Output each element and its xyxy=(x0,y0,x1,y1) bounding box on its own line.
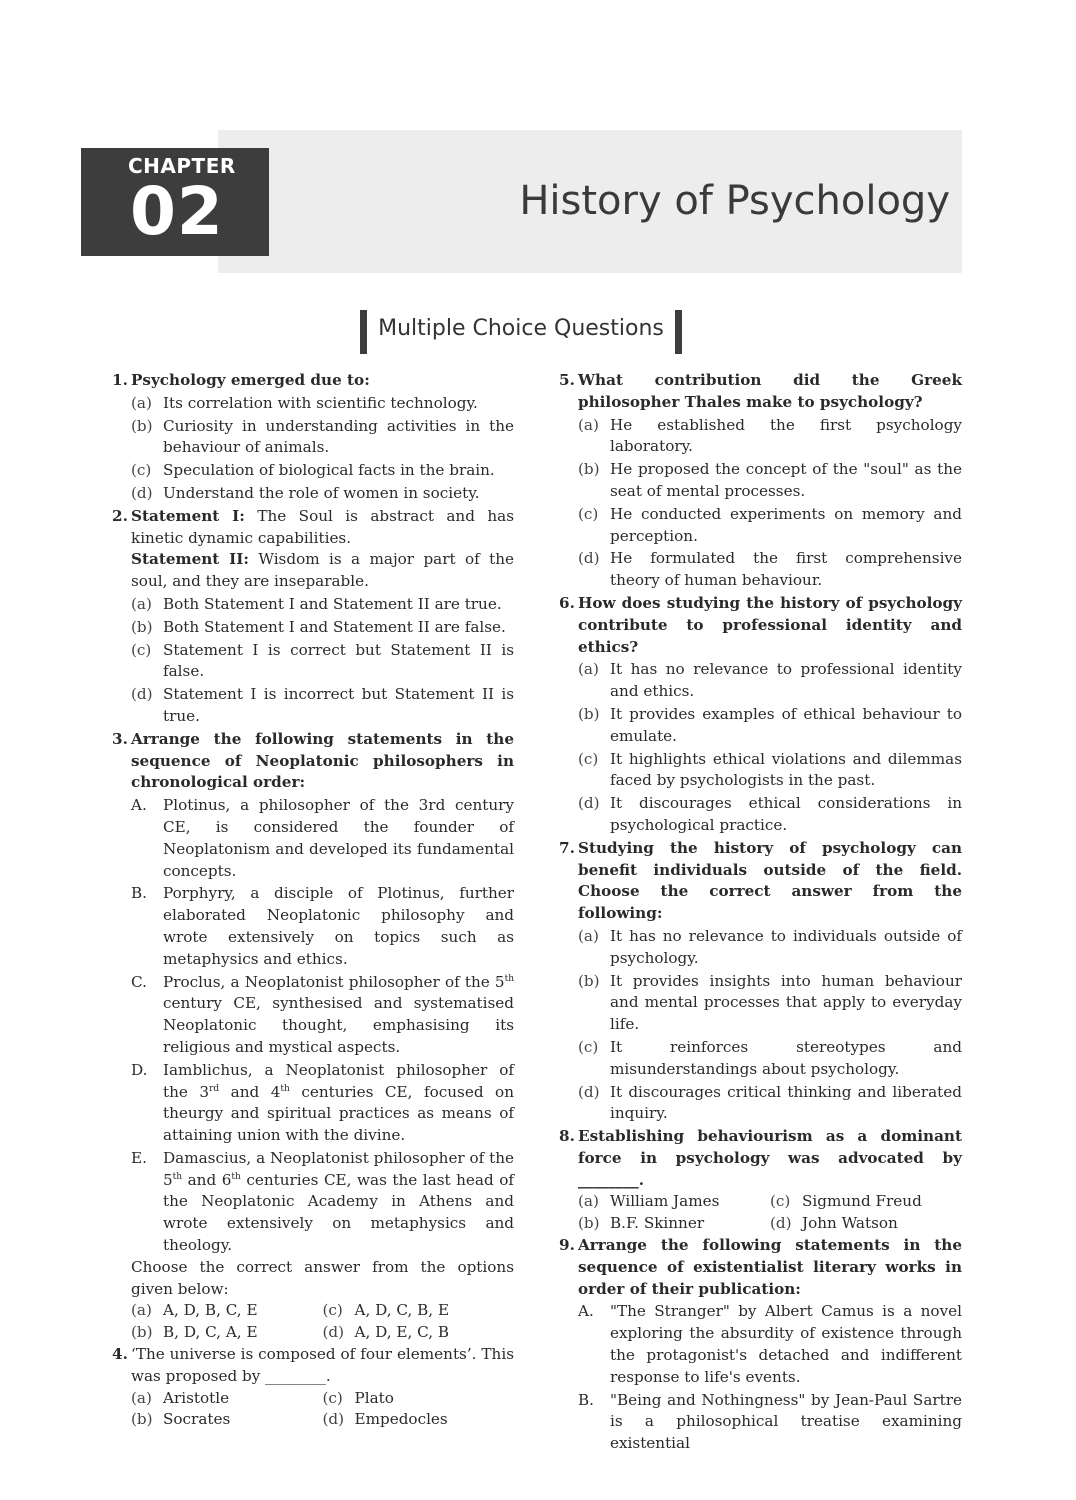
option-text: Understand the role of women in society. xyxy=(163,483,480,502)
option-label: (c) xyxy=(578,1037,599,1056)
statement-text xyxy=(163,1060,514,1147)
option-label: (c) xyxy=(578,504,599,523)
question-1-options xyxy=(131,393,514,505)
question-number: 8. xyxy=(559,1127,575,1146)
statement-label: C. xyxy=(131,972,147,991)
option-label: (a) xyxy=(578,660,599,679)
option-label: (a) xyxy=(578,1192,599,1211)
question-3 xyxy=(112,729,514,794)
option-b xyxy=(578,459,962,503)
option-text: Plato xyxy=(354,1388,394,1407)
question-stem: Studying the history of psychology can benefit individuals outside of the field. Choose the correct answer from the following: xyxy=(578,838,962,923)
option-d xyxy=(323,1409,515,1431)
text-part: Iamblichus, a Neoplatonist philosopher of the 3 xyxy=(163,1060,514,1101)
option-label: (a) xyxy=(578,926,599,945)
option-label: (a) xyxy=(131,1388,152,1407)
option-text: Socrates xyxy=(163,1410,231,1429)
option-c xyxy=(131,640,514,684)
option-text: He established the first psychology laboratory. xyxy=(610,415,962,456)
option-text: It reinforces stereotypes and misunderstandings about psychology. xyxy=(610,1037,962,1078)
option-a xyxy=(578,659,962,703)
statement-label: Statement I: xyxy=(131,506,245,525)
option-label: (d) xyxy=(322,1323,345,1342)
question-6 xyxy=(559,593,962,658)
question-number: 4. xyxy=(112,1345,128,1364)
option-label: (b) xyxy=(131,1410,153,1429)
option-text: Both Statement I and Statement II are false. xyxy=(163,617,506,636)
question-7 xyxy=(559,838,962,925)
question-number: 6. xyxy=(559,593,575,612)
option-text: Statement I is incorrect but Statement II is true. xyxy=(163,685,514,725)
option-label: (d) xyxy=(578,549,600,568)
option-a xyxy=(131,594,514,616)
option-text: Its correlation with scientific technology. xyxy=(163,393,478,412)
statement-2 xyxy=(131,549,514,593)
question-1 xyxy=(112,370,514,392)
statement-label: B. xyxy=(131,884,147,903)
option-c xyxy=(323,1300,515,1322)
option-label: (b) xyxy=(131,416,153,435)
choose-instruction: Choose the correct answer from the options given below: xyxy=(131,1257,514,1298)
text-part: and 6 xyxy=(182,1170,232,1189)
option-c xyxy=(578,1037,962,1081)
statement-text: Plotinus, a philosopher of the 3rd century CE, is considered the founder of Neoplatonism and developed its fundamental concepts. xyxy=(163,796,514,880)
statement-B xyxy=(131,883,514,970)
question-8 xyxy=(559,1126,962,1191)
ordinal-suffix: th xyxy=(231,1171,241,1182)
statement-label: B. xyxy=(578,1390,594,1409)
question-stem: Arrange the following statements in the sequence of existentialist literary works in order of their publication: xyxy=(578,1236,962,1298)
option-label: (c) xyxy=(770,1192,791,1211)
option-text: Aristotle xyxy=(163,1388,230,1407)
option-d xyxy=(578,548,962,592)
option-d xyxy=(578,793,962,837)
statement-text: "Being and Nothingness" by Jean-Paul Sartre is a philosophical treatise examining existential xyxy=(610,1390,962,1453)
option-text: He proposed the concept of the "soul" as the seat of mental processes. xyxy=(610,460,962,500)
option-label: (d) xyxy=(770,1214,792,1233)
ordinal-suffix: th xyxy=(172,1171,183,1182)
option-text: Empedocles xyxy=(354,1410,448,1429)
question-3-options xyxy=(131,1300,514,1344)
option-label: (b) xyxy=(578,1214,600,1233)
option-label: (d) xyxy=(131,685,153,704)
question-number: 1. xyxy=(112,371,128,389)
question-stem: What contribution did the Greek philosopher Thales make to psychology? xyxy=(578,371,962,411)
chapter-number: 02 xyxy=(130,173,224,250)
left-column xyxy=(112,370,514,1431)
statement-D xyxy=(131,1060,514,1147)
option-a xyxy=(131,1388,323,1410)
option-label: (c) xyxy=(322,1301,343,1320)
option-b xyxy=(578,704,962,748)
question-5-options xyxy=(578,415,962,592)
option-label: (d) xyxy=(578,794,600,813)
question-9 xyxy=(559,1235,962,1300)
question-number: 7. xyxy=(559,838,575,857)
option-b xyxy=(578,1213,770,1235)
question-4-options xyxy=(131,1388,514,1432)
option-label: (c) xyxy=(322,1388,343,1407)
question-7-options xyxy=(578,926,962,1125)
right-column xyxy=(559,370,962,1455)
question-2-options xyxy=(131,594,514,728)
question-number: 5. xyxy=(559,371,575,389)
option-label: (b) xyxy=(578,971,600,990)
statement-label: A. xyxy=(578,1302,594,1321)
statement-text xyxy=(163,972,514,1059)
option-label: (b) xyxy=(131,1323,153,1342)
statement-text xyxy=(163,1148,514,1257)
statement-A xyxy=(131,795,514,882)
option-a xyxy=(578,415,962,459)
option-c xyxy=(578,504,962,548)
option-text: He formulated the first comprehensive theory of human behaviour. xyxy=(610,549,962,590)
statement-B xyxy=(578,1390,962,1455)
option-d xyxy=(323,1322,515,1344)
question-2 xyxy=(112,506,514,550)
option-label: (b) xyxy=(578,460,600,479)
option-text: It provides insights into human behaviour and mental processes that apply to everyday life. xyxy=(610,971,962,1034)
option-text: John Watson xyxy=(802,1214,898,1233)
option-label: (d) xyxy=(131,483,153,502)
chapter-label: CHAPTER xyxy=(128,154,236,178)
option-label: (a) xyxy=(131,1301,152,1320)
ordinal-suffix: rd xyxy=(209,1083,220,1094)
question-stem: Arrange the following statements in the sequence of Neoplatonic philosophers in chronological order: xyxy=(131,729,514,792)
option-text: B, D, C, A, E xyxy=(163,1323,258,1342)
option-text: A, D, B, C, E xyxy=(163,1301,258,1320)
statement-1 xyxy=(131,506,514,550)
option-text: It highlights ethical violations and dilemmas faced by psychologists in the past. xyxy=(610,749,962,790)
option-c xyxy=(770,1191,962,1213)
chapter-box xyxy=(81,148,269,256)
question-stem: ‘The universe is composed of four elements’. This was proposed by ________. xyxy=(131,1345,514,1385)
question-6-options xyxy=(578,659,962,836)
text-part: century CE, synthesised and systematised Neoplatonic thought, emphasising its religious and mystical aspects. xyxy=(163,994,514,1056)
option-text: Speculation of biological facts in the brain. xyxy=(163,461,495,480)
option-a xyxy=(578,926,962,970)
section-title: Multiple Choice Questions xyxy=(378,316,664,341)
statement-text: The Soul is abstract and has kinetic dynamic capabilities. xyxy=(131,506,514,547)
option-d xyxy=(131,684,514,728)
text-part: centuries CE, focused on theurgy and spiritual practices as means of attaining union with the divine. xyxy=(163,1082,514,1145)
statement-label: D. xyxy=(131,1060,148,1079)
statement-E xyxy=(131,1148,514,1257)
statement-label: Statement II: xyxy=(131,550,249,569)
option-b xyxy=(578,971,962,1036)
option-c xyxy=(578,749,962,793)
question-number: 3. xyxy=(112,729,128,748)
option-a xyxy=(578,1191,770,1213)
option-text: William James xyxy=(610,1192,720,1211)
option-text: Sigmund Freud xyxy=(802,1192,922,1211)
option-label: (a) xyxy=(131,594,152,613)
option-label: (b) xyxy=(131,617,153,636)
option-b xyxy=(131,1322,323,1344)
option-label: (d) xyxy=(322,1410,345,1429)
question-stem: Psychology emerged due to: xyxy=(131,371,370,389)
text-part: and 4 xyxy=(219,1082,281,1101)
statement-C xyxy=(131,972,514,1059)
option-text: Curiosity in understanding activities in the behaviour of animals. xyxy=(163,416,514,457)
text-part: Damascius, a Neoplatonist philosopher of the 5 xyxy=(163,1148,514,1189)
option-d xyxy=(131,483,514,505)
option-label: (a) xyxy=(131,393,152,412)
chapter-title: History of Psychology xyxy=(519,178,950,224)
question-number: 2. xyxy=(112,506,128,525)
ordinal-suffix: th xyxy=(504,973,514,984)
option-text: Statement I is correct but Statement II is false. xyxy=(163,640,514,681)
option-label: (c) xyxy=(578,749,599,768)
option-text: It has no relevance to professional identity and ethics. xyxy=(610,660,962,701)
statement-A xyxy=(578,1301,962,1388)
option-d xyxy=(578,1082,962,1126)
option-text: It provides examples of ethical behaviour to emulate. xyxy=(610,704,962,745)
question-number: 9. xyxy=(559,1236,575,1255)
option-text: Both Statement I and Statement II are true. xyxy=(163,594,502,613)
text-part: Proclus, a Neoplatonist philosopher of the 5 xyxy=(163,972,505,991)
option-c xyxy=(323,1388,515,1410)
option-text: B.F. Skinner xyxy=(610,1214,705,1233)
option-text: A, D, E, C, B xyxy=(354,1323,450,1342)
option-b xyxy=(131,416,514,460)
text-part: centuries CE, was the last head of the Neoplatonic Academy in Athens and wrote extensively on metaphysics and theology. xyxy=(163,1170,514,1255)
ordinal-suffix: th xyxy=(280,1083,290,1094)
option-text: He conducted experiments on memory and perception. xyxy=(610,504,962,545)
option-text: It has no relevance to individuals outside of psychology. xyxy=(610,926,962,967)
question-stem: How does studying the history of psychology contribute to professional identity and ethics? xyxy=(578,593,962,656)
statement-text: Wisdom is a major part of the soul, and they are inseparable. xyxy=(131,550,514,591)
option-label: (d) xyxy=(578,1082,600,1101)
option-text: A, D, C, B, E xyxy=(354,1301,450,1320)
section-heading-box xyxy=(360,310,682,354)
statement-text: Porphyry, a disciple of Plotinus, further elaborated Neoplatonic philosophy and wrote extensively on topics such as metaphysics and ethics. xyxy=(163,884,514,968)
option-label: (b) xyxy=(578,704,600,723)
option-label: (c) xyxy=(131,640,152,659)
option-text: It discourages critical thinking and liberated inquiry. xyxy=(610,1082,962,1123)
question-stem: Establishing behaviourism as a dominant force in psychology was advocated by ________. xyxy=(578,1127,962,1189)
option-label: (a) xyxy=(578,415,599,434)
statement-label: A. xyxy=(131,796,147,815)
option-label: (c) xyxy=(131,461,152,480)
question-4 xyxy=(112,1344,514,1388)
option-c xyxy=(131,460,514,482)
option-d xyxy=(770,1213,962,1235)
option-text: It discourages ethical considerations in psychological practice. xyxy=(610,794,962,834)
option-a xyxy=(131,393,514,415)
statement-text: "The Stranger" by Albert Camus is a novel exploring the absurdity of existence through the protagonist's detached and indifferent response to life's events. xyxy=(610,1302,962,1386)
question-5 xyxy=(559,370,962,414)
question-8-options xyxy=(578,1191,962,1235)
statement-label: E. xyxy=(131,1148,147,1167)
option-b xyxy=(131,617,514,639)
option-b xyxy=(131,1409,323,1431)
option-a xyxy=(131,1300,323,1322)
